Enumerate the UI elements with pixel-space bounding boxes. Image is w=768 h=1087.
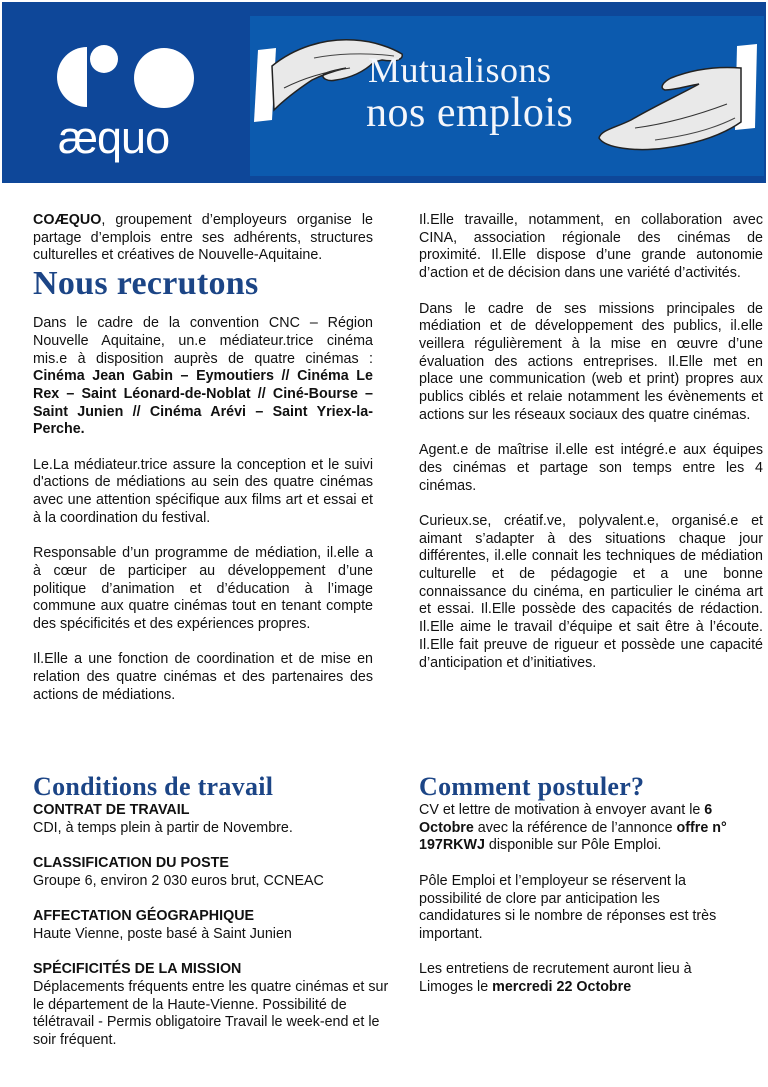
offer-reference: offre n° 197RKWJ <box>419 819 727 854</box>
recruit-paragraph-1: Dans le cadre de la convention CNC – Région Nouvelle Aquitaine, un.e médiateur.trice cinéma mis.e à disposition auprès de quatre cinémas : Cinéma Jean Gabin – Eymoutiers // Cinéma Le Rex – Saint Léonard-de-Noblat // Ciné-Bourse – Saint Junien // Cinéma Arévi – Saint Yriex-la-Perche. <box>33 315 373 438</box>
recruit-paragraph-3: Responsable d’un programme de médiation, il.elle a à cœur de participer au développement d’une politique d’animation et d’éducation à l’image commune aux quatre cinémas tout en tenant compte des spécificités et des expériences propres. <box>33 545 373 633</box>
condition-label: SPÉCIFICITÉS DE LA MISSION <box>33 961 242 978</box>
recruit-paragraph-2: Le.La médiateur.trice assure la conception et le suivi d'actions de médiations au sein des quatre cinémas avec une attention spécifique aux films art et essai et à la coordination du festival. <box>33 456 373 526</box>
condition-item <box>33 961 393 1050</box>
apply-section <box>419 772 739 997</box>
slogan-line-2: nos emplois <box>366 90 574 136</box>
condition-value: CDI, à temps plein à partir de Novembre. <box>33 819 293 836</box>
recruit-paragraph-8: Curieux.se, créatif.ve, polyvalent.e, organisé.e et aimant s’adapter à des situations chaque jour différentes, il.elle connait les techniques de médiation culturelle et de pédagogie et a une bonne connaissance du cinéma, en particulier le cinéma art et essai. Il.Elle possède des capacités de rédaction. Il.Elle aime le travail d’équipe et sait être à l’écoute. Il.Elle fait preuve de rigueur et possède une capacité d’anticipation et d’initiatives. <box>419 512 763 671</box>
condition-label: CONTRAT DE TRAVAIL <box>33 802 190 818</box>
cinemas-list: Cinéma Jean Gabin – Eymoutiers // Cinéma Le Rex – Saint Léonard-de-Noblat // Ciné-Bourse – Saint Junien // Cinéma Arévi – Saint Yriex-la-Perche. <box>33 368 373 438</box>
nous-recrutons-heading: Nous recrutons <box>33 265 259 303</box>
apply-paragraph-2: Pôle Emploi et l’employeur se réservent la possibilité de clore par anticipation les candidatures si le nombre de réponses est très important. <box>419 872 717 942</box>
conditions-section <box>33 772 393 1050</box>
right-column <box>419 212 763 690</box>
apply-heading: Comment postuler? <box>419 772 645 801</box>
condition-label: AFFECTATION GÉOGRAPHIQUE <box>33 908 255 925</box>
logo-wordmark: æquo <box>58 112 170 163</box>
apply-paragraph-3: Les entretiens de recrutement auront lieu à Limoges le mercredi 22 Octobre <box>419 961 692 995</box>
deadline-date: 6 Octobre <box>419 802 713 836</box>
intro-paragraph: COÆQUO, groupement d’employeurs organise le partage d’emplois entre ses adhérents, structures culturelles et créatives de Nouvelle-Aquitaine. <box>33 212 373 264</box>
condition-item <box>33 855 393 890</box>
interview-date: mercredi 22 Octobre <box>492 979 632 995</box>
conditions-heading: Conditions de travail <box>33 772 274 801</box>
condition-value: Déplacements fréquents entre les quatre cinémas et sur le département de la Haute-Vienne. Possibilité de télétravail - Permis obligatoire Travail le week-end et le soir fréquent. <box>33 978 389 1049</box>
header-banner <box>2 2 766 183</box>
condition-item <box>33 802 393 837</box>
slogan-banner <box>250 16 764 176</box>
hand-right-icon <box>595 44 760 156</box>
recruit-paragraph-4: Il.Elle a une fonction de coordination et de mise en relation des quatre cinémas et des partenaires des actions de médiations. <box>33 651 373 703</box>
left-column <box>33 212 373 722</box>
apply-paragraph-1: CV et lettre de motivation à envoyer avant le 6 Octobre avec la référence de l’annonce offre n° 197RKWJ disponible sur Pôle Emploi. <box>419 802 727 854</box>
recruit-paragraph-6: Dans le cadre de ses missions principales de médiation et de développement des publics, il.elle veillera régulièrement à la mise en œuvre d’une évaluation des actions entreprises. Il.Elle met en place une communication (web et print) propres aux publics ciblés et relaie notamment les évènements et actions sur les réseaux sociaux des quatre cinémas. <box>419 300 763 423</box>
condition-item <box>33 908 393 943</box>
org-name: COÆQUO <box>33 212 102 228</box>
condition-label: CLASSIFICATION DU POSTE <box>33 855 229 872</box>
condition-value: Groupe 6, environ 2 030 euros brut, CCNEAC <box>33 872 324 889</box>
recruit-paragraph-5: Il.Elle travaille, notamment, en collaboration avec CINA, association régionale des cinémas de proximité. Il.Elle dispose d’une grande autonomie d’action et de décision dans une variété d’activités. <box>419 212 763 282</box>
slogan-title <box>366 50 574 136</box>
slogan-line-1: Mutualisons <box>368 50 552 90</box>
recruit-paragraph-7: Agent.e de maîtrise il.elle est intégré.e aux équipes des cinémas et partage son temps entre les 4 cinémas. <box>419 442 763 494</box>
condition-value: Haute Vienne, poste basé à Saint Junien <box>33 925 292 942</box>
